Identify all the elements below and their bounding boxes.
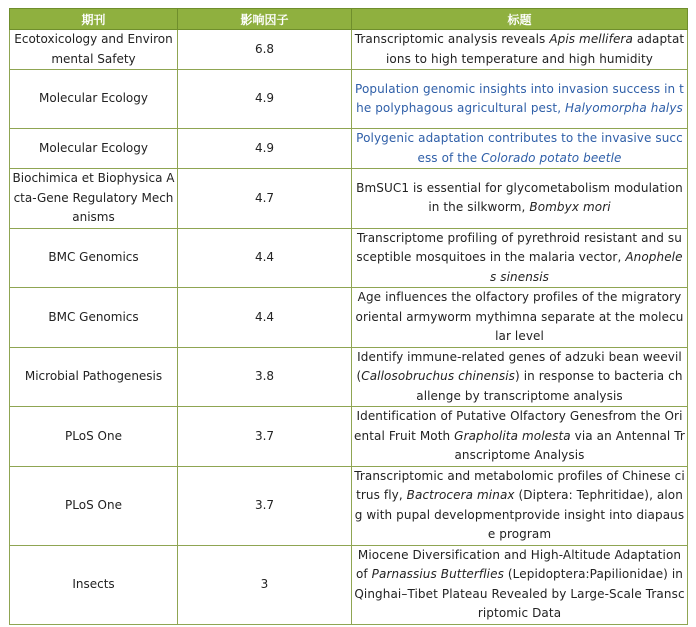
impact-factor-cell: 6.8 [178, 30, 352, 70]
title-text: (Lepidoptera:Papilionidae) in Qinghai–Tibet Plateau Revealed by Large-Scale Transcriptomic Data [354, 567, 685, 620]
journal-cell: BMC Genomics [10, 288, 178, 348]
title-cell [352, 30, 688, 70]
title-cell [352, 407, 688, 467]
title-cell [352, 466, 688, 545]
impact-factor-cell: 4.4 [178, 288, 352, 348]
title-cell [352, 545, 688, 624]
species-name: Callosobruchus chinensis [361, 369, 515, 383]
title-text: Identification of Putative Olfactory Genesfrom the Oriental Fruit Moth [354, 409, 683, 443]
title-text: adaptations to high temperature and high humidity [386, 32, 685, 66]
journal-cell: PLoS One [10, 407, 178, 467]
journal-cell: Molecular Ecology [10, 129, 178, 169]
header-impact-factor: 影响因子 [178, 9, 352, 30]
journal-table-container [9, 8, 687, 625]
title-text: ) in response to bacteria challenge by transcriptome analysis [416, 369, 683, 403]
header-journal: 期刊 [10, 9, 178, 30]
title-text: Transcriptome profiling of pyrethroid resistant and susceptible mosquitoes in the malaria vector, [356, 230, 682, 264]
title-text: Miocene Diversification and High-Altitude Adaptation of [355, 547, 682, 581]
species-name: Colorado potato beetle [481, 150, 622, 165]
header-title: 标题 [352, 9, 688, 30]
table-row [10, 30, 688, 70]
table-row [10, 466, 688, 545]
journal-cell: Ecotoxicology and Environmental Safety [10, 30, 178, 70]
journal-table [9, 8, 688, 625]
species-name: Grapholita molesta [454, 428, 571, 443]
title-text: BmSUC1 is essential for glycometabolism modulation in the silkworm, [356, 180, 683, 215]
title-text: Transcriptomic and metabolomic profiles of Chinese citrus fly, [354, 468, 685, 502]
impact-factor-cell: 4.4 [178, 228, 352, 288]
journal-cell: Molecular Ecology [10, 70, 178, 129]
title-text: via an Antennal Transcriptome Analysis [454, 428, 685, 462]
table-row [10, 545, 688, 624]
title-text: (Diptera: Tephritidae), along with pupal developmentprovide insight into diapause program [354, 488, 685, 541]
species-name: Parnassius Butterflies [371, 567, 504, 581]
table-header-row [10, 9, 688, 30]
journal-cell: PLoS One [10, 466, 178, 545]
journal-cell: BMC Genomics [10, 228, 178, 288]
table-row [10, 347, 688, 407]
table-row [10, 70, 688, 129]
species-name: Bactrocera minax [406, 488, 515, 502]
impact-factor-cell: 3 [178, 545, 352, 624]
table-row [10, 169, 688, 229]
impact-factor-cell: 4.9 [178, 129, 352, 169]
journal-cell: Insects [10, 545, 178, 624]
table-row [10, 288, 688, 348]
title-cell [352, 347, 688, 407]
title-link[interactable] [352, 70, 688, 129]
species-name: Bombyx mori [529, 200, 611, 215]
impact-factor-cell: 3.7 [178, 407, 352, 467]
title-text: Transcriptomic analysis reveals [354, 32, 550, 46]
title-link[interactable] [352, 129, 688, 169]
impact-factor-cell: 4.7 [178, 169, 352, 229]
title-text: Polygenic adaptation contributes to the invasive success of the [356, 131, 683, 165]
title-cell [352, 288, 688, 348]
species-name: Apis mellifera [549, 32, 633, 46]
title-text: Age influences the olfactory profiles of the migratory oriental armyworm mythimna separate at the molecular level [355, 290, 684, 343]
title-cell [352, 228, 688, 288]
table-row [10, 407, 688, 467]
impact-factor-cell: 4.9 [178, 70, 352, 129]
impact-factor-cell: 3.8 [178, 347, 352, 407]
table-row [10, 228, 688, 288]
species-name: Halyomorpha halys [565, 101, 683, 115]
impact-factor-cell: 3.7 [178, 466, 352, 545]
table-row [10, 129, 688, 169]
table-body [10, 30, 688, 625]
journal-cell: Microbial Pathogenesis [10, 347, 178, 407]
journal-cell: Biochimica et Biophysica Acta-Gene Regulatory Mechanisms [10, 169, 178, 229]
title-cell [352, 169, 688, 229]
title-text: Identify immune-related genes of adzuki bean weevil ( [356, 349, 682, 383]
species-name: Anopheles sinensis [489, 250, 683, 284]
title-text: Population genomic insights into invasion success in the polyphagous agricultural pest, [355, 81, 684, 115]
